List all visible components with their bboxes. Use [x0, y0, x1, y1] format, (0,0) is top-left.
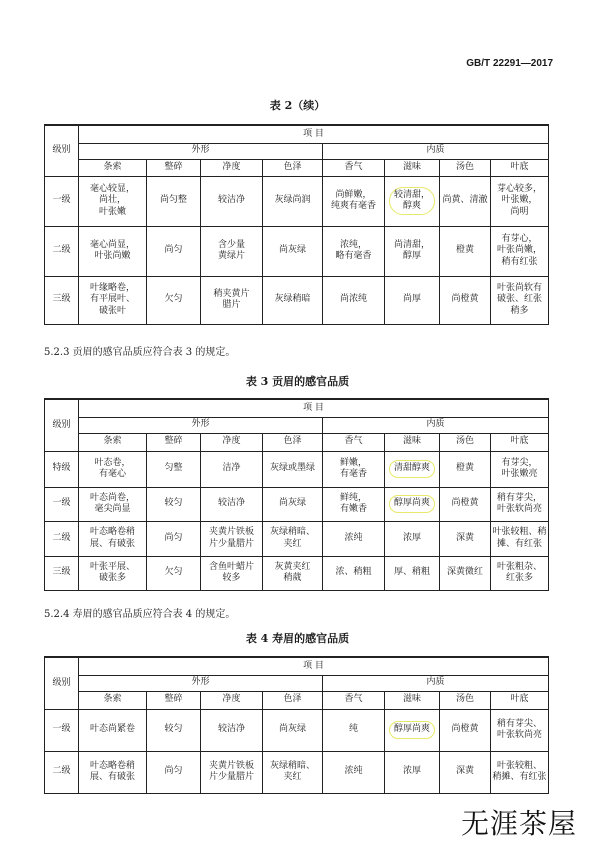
table-cell: 含鱼叶蜡片 较多 [201, 556, 263, 590]
col-header: 条索 [79, 691, 147, 709]
col-header: 汤色 [440, 433, 491, 451]
grade-cell: 二级 [45, 521, 79, 556]
table-cell: 尚鲜嫩， 纯爽有毫香 [323, 176, 385, 226]
table-cell: 鲜嫩， 有毫香 [323, 451, 385, 487]
table-cell: 橙黄 [440, 226, 491, 276]
appearance-header: 外形 [79, 143, 323, 159]
table-2-caption: 表 2（续） [269, 99, 326, 112]
table-cell: 叶缘略卷， 有平展叶、 破张叶 [79, 276, 147, 324]
table-row [45, 709, 549, 751]
table-2 [44, 124, 549, 325]
table-cell: 稍有芽尖、 叶张软尚亮 [491, 709, 549, 751]
table-row [45, 276, 549, 324]
col-header: 条索 [79, 433, 147, 451]
project-header: 项 目 [79, 125, 549, 143]
col-header: 汤色 [440, 691, 491, 709]
quality-header: 内质 [323, 417, 549, 433]
quality-header: 内质 [323, 675, 549, 691]
table-cell: 毫心尚显， 叶张尚嫩 [79, 226, 147, 276]
table-cell: 尚匀 [147, 226, 201, 276]
table-cell: 欠匀 [147, 276, 201, 324]
table-row [45, 556, 549, 590]
table-cell: 尚橙黄 [440, 276, 491, 324]
col-header: 香气 [323, 159, 385, 176]
table-cell: 尚灰绿 [263, 709, 323, 751]
watermark: 无涯茶屋 [460, 807, 577, 840]
col-header: 叶底 [491, 691, 549, 709]
highlight-circle: 清甜醇爽 [389, 460, 435, 477]
table-cell: 毫心较显， 尚壮， 叶张嫩 [79, 176, 147, 226]
table-cell: 夹黄片铁板 片少量腊片 [201, 751, 263, 793]
col-header: 整碎 [147, 691, 201, 709]
table-cell: 有芽心， 叶张尚嫩， 稍有红张 [491, 226, 549, 276]
table-cell: 较洁净 [201, 709, 263, 751]
table-cell: 有芽尖， 叶张嫩亮 [491, 451, 549, 487]
table-cell: 尚橙黄 [440, 709, 491, 751]
table-cell: 纯 [323, 709, 385, 751]
table-cell: 叶态尚紧卷 [79, 709, 147, 751]
table-cell: 洁净 [201, 451, 263, 487]
table-cell: 较匀 [147, 487, 201, 521]
highlight-circle: 醇厚尚爽 [389, 721, 435, 738]
project-header: 项 目 [79, 399, 549, 417]
table-3-caption: 表 3 贡眉的感官品质 [245, 375, 350, 388]
table-row [45, 487, 549, 521]
table-cell: 尚灰绿 [263, 226, 323, 276]
table-cell [385, 487, 440, 521]
col-header: 条索 [79, 159, 147, 176]
table-cell: 叶张较粗、 稍摊、有红张 [491, 751, 549, 793]
highlight-circle: 醇厚尚爽 [389, 495, 435, 512]
col-header: 滋味 [385, 691, 440, 709]
table-cell: 尚厚 [385, 276, 440, 324]
table-cell: 尚橙黄 [440, 487, 491, 521]
col-header: 叶底 [491, 159, 549, 176]
section-5-2-4-text: 5.2.4 寿眉的感官品质应符合表 4 的规定。 [44, 609, 236, 620]
table-cell: 较匀 [147, 709, 201, 751]
table-4-caption: 表 4 寿眉的感官品质 [245, 632, 350, 645]
table-cell: 叶态尚卷， 毫尖尚显 [79, 487, 147, 521]
table-row [45, 521, 549, 556]
col-header: 汤色 [440, 159, 491, 176]
table-cell: 叶张较粗、稍 摊、有红张 [491, 521, 549, 556]
table-row [45, 751, 549, 793]
table-4 [44, 656, 549, 794]
table-cell: 厚、稍粗 [385, 556, 440, 590]
table-cell: 橙黄 [440, 451, 491, 487]
table-cell: 叶态略卷稍 展、有破张 [79, 751, 147, 793]
table-cell: 浓纯， 略有毫香 [323, 226, 385, 276]
standard-code: GB/T 22291—2017 [466, 58, 553, 69]
table-cell: 深黄 [440, 751, 491, 793]
table-cell: 尚匀整 [147, 176, 201, 226]
table-cell: 灰绿稍暗 [263, 276, 323, 324]
grade-cell: 二级 [45, 226, 79, 276]
table-cell: 匀整 [147, 451, 201, 487]
col-header: 香气 [323, 433, 385, 451]
grade-cell: 三级 [45, 556, 79, 590]
table-cell: 灰绿稍暗、 夹红 [263, 521, 323, 556]
appearance-header: 外形 [79, 675, 323, 691]
quality-header: 内质 [323, 143, 549, 159]
table-3 [44, 398, 549, 591]
table-cell: 浓厚 [385, 751, 440, 793]
table-row [45, 176, 549, 226]
table-row [45, 226, 549, 276]
table-cell: 鲜纯， 有嫩香 [323, 487, 385, 521]
col-header: 整碎 [147, 433, 201, 451]
table-cell [385, 709, 440, 751]
table-cell: 浓厚 [385, 521, 440, 556]
table-cell: 稍夹黄片 腊片 [201, 276, 263, 324]
grade-cell: 二级 [45, 751, 79, 793]
table-cell: 叶张粗杂、 红张多 [491, 556, 549, 590]
table-cell: 浓、稍粗 [323, 556, 385, 590]
grade-cell: 三级 [45, 276, 79, 324]
grade-cell: 一级 [45, 176, 79, 226]
table-cell: 灰黄夹红 稍葳 [263, 556, 323, 590]
table-cell: 深黄微红 [440, 556, 491, 590]
table-cell: 尚匀 [147, 521, 201, 556]
project-header: 项 目 [79, 657, 549, 675]
col-header: 香气 [323, 691, 385, 709]
table-cell [385, 176, 440, 226]
table-cell: 芽心较多， 叶张嫩， 尚明 [491, 176, 549, 226]
grade-header: 级别 [45, 125, 79, 176]
grade-cell: 特级 [45, 451, 79, 487]
table-cell: 叶张尚软有 破张、红张 稍多 [491, 276, 549, 324]
col-header: 叶底 [491, 433, 549, 451]
col-header: 滋味 [385, 433, 440, 451]
table-cell: 较洁净 [201, 176, 263, 226]
appearance-header: 外形 [79, 417, 323, 433]
table-cell: 尚灰绿 [263, 487, 323, 521]
col-header: 净度 [201, 433, 263, 451]
table-cell: 深黄 [440, 521, 491, 556]
col-header: 净度 [201, 691, 263, 709]
table-cell: 叶态卷， 有毫心 [79, 451, 147, 487]
table-cell: 尚清甜， 醇厚 [385, 226, 440, 276]
col-header: 滋味 [385, 159, 440, 176]
col-header: 色泽 [263, 159, 323, 176]
col-header: 色泽 [263, 691, 323, 709]
col-header: 净度 [201, 159, 263, 176]
table-cell: 灰绿尚润 [263, 176, 323, 226]
grade-cell: 一级 [45, 709, 79, 751]
highlight-circle: 较清甜， 醇爽 [389, 187, 435, 216]
table-cell: 含少量 黄绿片 [201, 226, 263, 276]
table-cell: 灰绿稍暗、 夹红 [263, 751, 323, 793]
col-header: 色泽 [263, 433, 323, 451]
table-cell: 尚匀 [147, 751, 201, 793]
table-cell: 浓纯 [323, 751, 385, 793]
grade-header: 级别 [45, 399, 79, 451]
grade-cell: 一级 [45, 487, 79, 521]
table-cell: 较洁净 [201, 487, 263, 521]
table-cell: 尚浓纯 [323, 276, 385, 324]
table-cell: 欠匀 [147, 556, 201, 590]
table-cell: 叶态略卷稍 展、有破张 [79, 521, 147, 556]
table-cell: 稍有芽尖， 叶张软尚亮 [491, 487, 549, 521]
table-cell [385, 451, 440, 487]
table-cell: 浓纯 [323, 521, 385, 556]
grade-header: 级别 [45, 657, 79, 709]
table-row [45, 451, 549, 487]
section-5-2-3-text: 5.2.3 贡眉的感官品质应符合表 3 的规定。 [44, 347, 236, 358]
table-cell: 尚黄、清澈 [440, 176, 491, 226]
table-cell: 夹黄片铁板 片少量腊片 [201, 521, 263, 556]
table-cell: 叶张平展、 破张多 [79, 556, 147, 590]
col-header: 整碎 [147, 159, 201, 176]
table-cell: 灰绿或墨绿 [263, 451, 323, 487]
